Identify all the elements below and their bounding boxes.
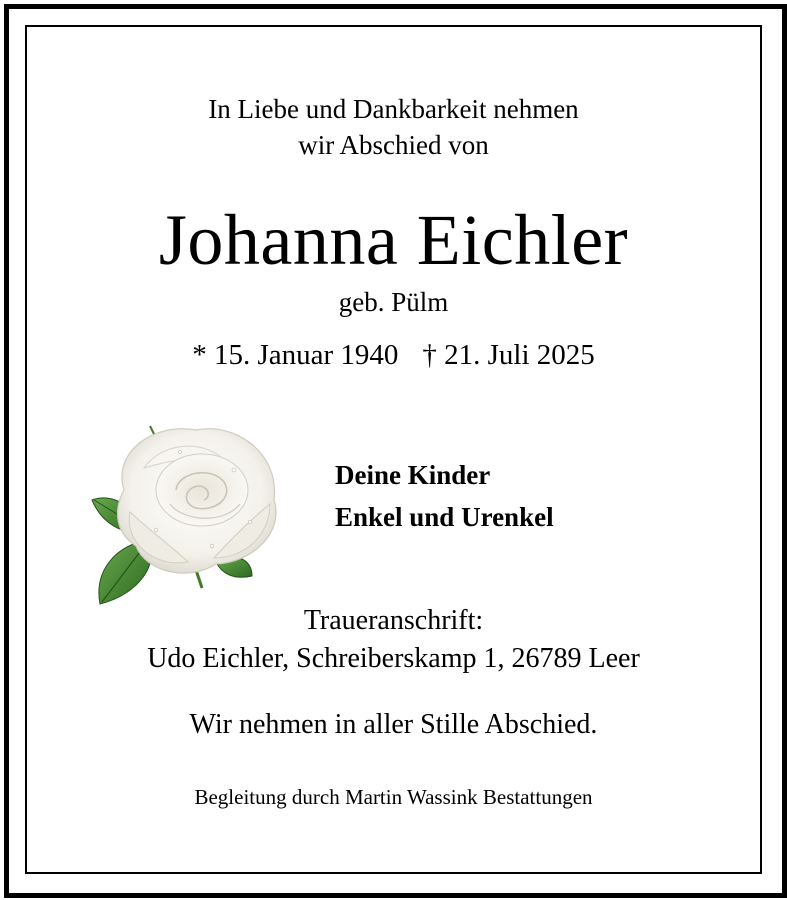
address-value: Udo Eichler, Schreiberskamp 1, 26789 Leer (147, 643, 640, 674)
funeral-home-credit: Begleitung durch Martin Wassink Bestattungen (194, 785, 593, 809)
birth-date: * 15. Januar 1940 (192, 339, 399, 371)
white-rose-icon (84, 412, 294, 608)
intro-line-1: In Liebe und Dankbarkeit nehmen (208, 94, 579, 124)
maiden-name: geb. Pülm (338, 287, 449, 317)
address-label: Traueranschrift: (303, 605, 484, 636)
closing-statement: Wir nehmen in aller Stille Abschied. (189, 709, 598, 740)
mourners-line-2: Enkel und Urenkel (335, 502, 554, 532)
deceased-name: Johanna Eichler (158, 200, 629, 280)
death-date: † 21. Juli 2025 (422, 339, 595, 371)
mourners-block (335, 454, 554, 538)
intro-line-2: wir Abschied von (298, 130, 489, 160)
life-dates (0, 336, 787, 374)
mourners-line-1: Deine Kinder (335, 460, 491, 490)
